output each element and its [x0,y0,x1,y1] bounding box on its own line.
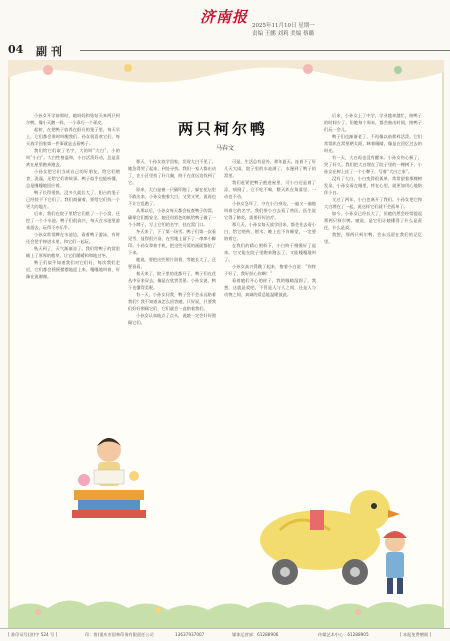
grass-decoration [8,590,444,628]
paragraph: 鸭子们似乎知道我们对它们好，每次我们走近，它们都会摇摇摆摆地迎上来，嘎嘎地叫着，好像在说谢谢。 [26,260,120,279]
printer-address: 印：鲁)重庆市国林印务有限责任公司 [85,632,154,637]
paragraph: 鸭子们也渐渐老了，不再像以前那样活泼。它们常常趴在窝里晒太阳，眯着眼睛，像是在回忆过去的时光。 [324,134,422,153]
date-line: 2025年11月10日 星期一 [252,23,315,29]
phone-number: 13637937007 [175,632,205,637]
paragraph: 可是，生活总有意外。那年夏天，连着下了好几天大雨，院子里的水池满了，水漫到了鸭子的窝里。 [224,159,316,178]
paragraph: 小孙女把它们当成自己的好朋友，给它们喂食、洗澡，还给它们讲故事。鸭子似乎也能听懂，总是嘎嘎地回应着。 [26,169,120,188]
art-center-phone: 传媒艺术中心：61288905 [318,632,369,637]
paragraph: 小孙女急坏了，守在小白身边，一遍又一遍地叫着它的名字。我们带小白去看了兽医，医生说它得了肺炎，需要好好治疗。 [224,201,316,220]
editor-line: 责编 王鹏 刘莉 美编 蔡璐 [252,31,314,37]
paragraph: 看着她们开心的样子，我的眼睛湿润了。我想，这就是爱吧，不管是人与人之间，还是人与动物之间，真诚的爱总能温暖彼此。 [224,278,316,297]
paragraph: 后来，我们在院子里给它们搭了一个小窝，还挖了一个小水池。鸭子们很高兴，每天在水池里游来游去，玩得不亦乐乎。 [26,211,120,230]
media-dept-phone: 媒体运营部：61288906 [232,632,279,637]
paragraph: 又过了两年，小白也离开了我们。小孙女把它和大白埋在了一起，说这样它们就不会孤单了。 [324,197,422,209]
article-title: 两只柯尔鸭 [177,120,268,138]
paragraph: 秋天到了，天气渐渐凉了，我们给鸭子的窝里铺上了厚厚的稻草，让它们暖暖和和地过冬。 [26,246,120,258]
paragraph: 原来，大白是被一只猫吓跑了，躲在花坛里不敢出来。小孙女抱着大白，又哭又笑，说再也不让它乱跑了。 [128,187,216,206]
text-column-4 [324,112,422,432]
paragraph: 起初，在把鸭子放养在阳台的笼子里，每天早上，它们都会准时叫醒我们。孙女很喜欢它们，每天放学回家第一件事就是去看鸭子。 [26,127,120,146]
section-name: 副 刊 [36,45,62,58]
paragraph: 从那以后，小孙女每天都会检查鸭子的窝，确保它们都安全。她还用彩色的纸给鸭子做了一个小牌子，写上它们的名字，挂在窝门口。 [128,208,216,227]
paragraph: 我们赶紧把鸭子抱进屋里，可小白还是着了凉，病倒了。它不吃不喝，整天趴在角落里，一动也不动。 [224,180,316,199]
flower-decoration-icon [8,60,444,100]
section-rule [80,50,450,51]
child-reading-illustration [64,420,154,520]
paragraph: 鸭子长得很快，没多久就长大了，阳台的笼子已经装不下它们了。我们商量着，要给它们找一个更大的地方。 [26,190,120,209]
article-author: 马春文 [215,145,234,152]
paragraph: 有一天，小孙女问我，鸭子会不会永远陪着我们？我不知道该怎么回答她，只好说，只要我们好好照顾它们，它们就会一直陪着我们。 [128,292,216,311]
text-column-2 [128,158,216,420]
text-column-3 [224,158,316,458]
section-header [8,41,450,57]
paragraph: 小孙女常常蹲在水池边，看着鸭子游泳，有时还会把手伸进水里，和它们一起玩。 [26,232,120,244]
newspaper-logo: 济南报 [200,8,249,26]
paragraph: 如今，小孙女已经长大了，但她仍然会经常提起那两只柯尔鸭。她说，是它们让她懂得了什么是责任，什么是爱。 [324,211,422,230]
paragraph: 那几天，小孙女每天放学回来，都会先去看小白，给它喂药、喂水，晚上也不肯睡觉，一定要陪着它。 [224,222,316,241]
page-footer [0,628,450,641]
right-border [442,60,444,628]
child-illustration [370,520,420,600]
paragraph: 小孙女认真地点了点头，说她一定会好好照顾它们。 [128,313,216,325]
page-number: 04 [8,43,24,56]
paragraph: 那天，小孙女放学回家，发现大白不见了。她急得哭了起来，到处寻找。我们一家人都出动了，在小区里找了好几圈，终于在花坛边找到了它。 [128,159,216,185]
paragraph: 她说，要把这些照片留着，等她长大了，还要看看。 [128,257,216,269]
text-column-1 [26,112,120,412]
paragraph: 小孙女开学前那时，她妈妈和姑姑买来两只柯尔鸭，像小天鹅一样，一个乖巧一个顽皮。 [26,113,120,125]
left-border [8,60,10,628]
free-note: [ 本报免费赠阅 ] [400,632,432,637]
paragraph: 后来，小孙女上了中学，学业越来越忙，陪鸭子的时间少了。但她每个周末，都会抽出时间，陪鸭子们玩一会儿。 [324,113,422,132]
date-block [252,22,315,38]
license-number: [ 准印证号(济)字 524 号 ] [8,632,58,637]
paragraph: 有一天，大白再也没有醒来。小孙女伤心极了，哭了好久。我们把大白埋在了院子里的一棵树下，小孙女在树上挂了一个小牌子，写着“大白之家”。 [324,155,422,174]
paragraph: 在我们的精心照料下，小白终于慢慢好了起来。它又能在院子里跑来跑去了，又能嘎嘎地叫了。 [224,243,316,262]
paragraph: 冬天来了，下了第一场雪。鸭子们第一次看见雪，显得很兴奋，在雪地上留下了一串串小脚印。小孙女拿着手机，把这些可爱的画面都拍了下来。 [128,229,216,255]
paragraph: 没有了大白，小白变得很孤单，常常望着那棵树发呆。小孙女看在眼里，疼在心里，就更加用心地陪伴小白。 [324,176,422,195]
paragraph: 小孙女高兴得跳了起来，抱着小白说：“你终于好了，我好担心你啊！” [224,264,316,276]
paragraph: 春天来了，院子里的花都开了，鸭子们在花丛中穿来穿去，像是在欣赏美景。小孙女说，鸭子也懂得美呢。 [128,271,216,290]
paragraph: 我想，那两只柯尔鸭，会永远留在我们的记忆里。 [324,232,422,244]
masthead [0,0,450,38]
paragraph: 我们给它们取了名字，大的叫“大白”，小的叫“小白”。大白性格温和，小白活泼好动，总是喜欢在屋里跑来跑去。 [26,148,120,167]
